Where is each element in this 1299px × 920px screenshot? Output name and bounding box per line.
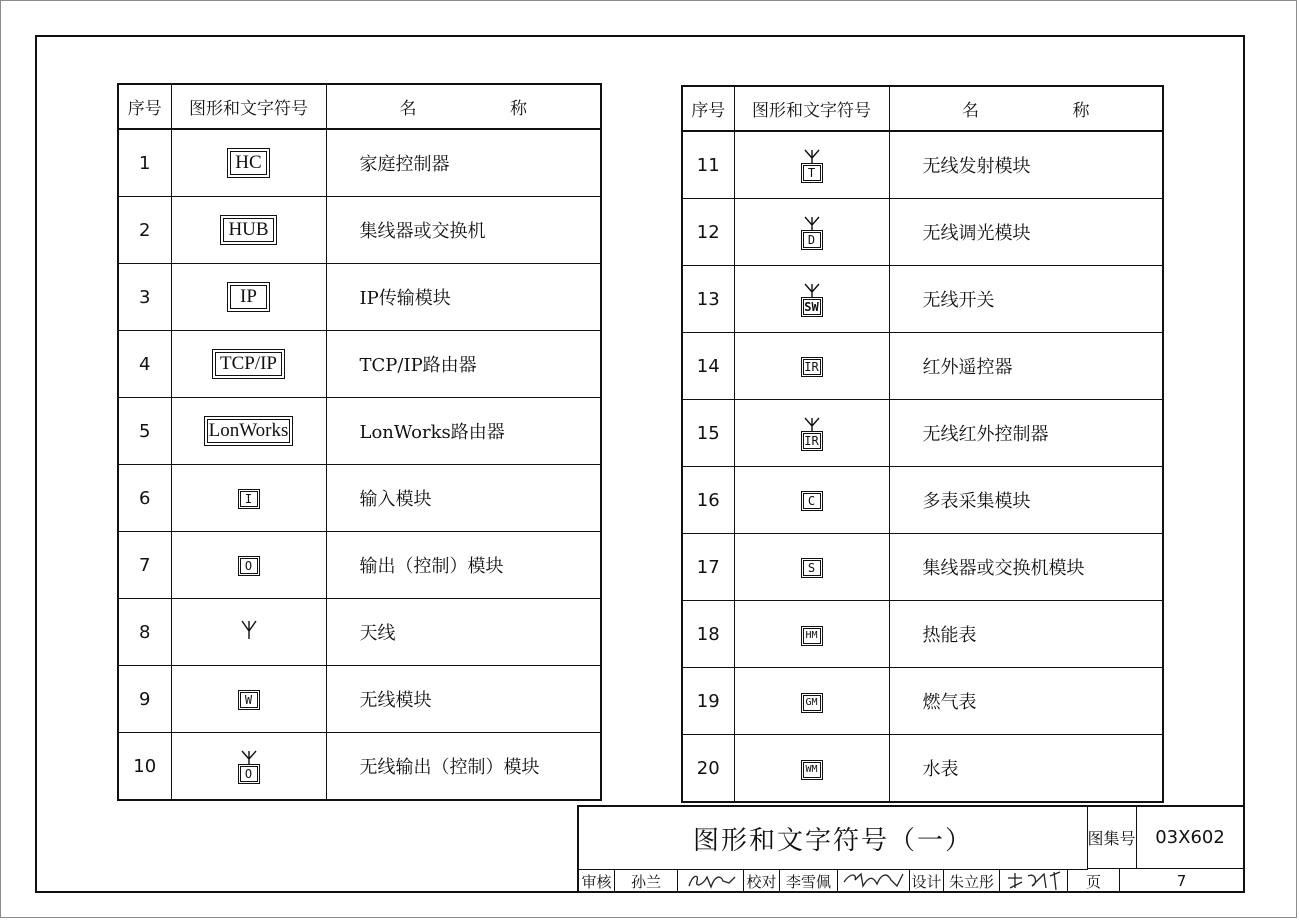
symbol-box: IP [227,282,270,312]
row-name: IP传输模块 [326,264,601,331]
row-name: 输出（控制）模块 [326,532,601,599]
page-label: 页 [1068,869,1120,893]
symbol-box: IR [801,431,823,451]
table-row [682,199,1163,266]
table-row [682,131,1163,199]
row-name: 无线模块 [326,666,601,733]
row-name: TCP/IP路由器 [326,331,601,398]
review-label: 审核 [579,869,615,893]
table-row [118,733,601,801]
table-header-row [118,84,601,129]
symbol-box: C [801,491,823,511]
table-row [118,197,601,264]
symbol-table-left [117,83,602,801]
antenna-icon [241,620,257,640]
row-num: 17 [682,534,734,601]
row-num: 1 [118,129,171,197]
table-row [118,129,601,197]
header-name: 名 称 [326,84,601,129]
atlas-label: 图集号 [1087,807,1137,869]
antenna-icon [241,750,257,764]
page-number: 7 [1176,872,1187,890]
row-num: 16 [682,467,734,534]
row-name: 红外遥控器 [889,333,1163,400]
header-symbol: 图形和文字符号 [171,84,326,129]
drawing-title: 图形和文字符号（一） [579,807,1088,870]
atlas-number: 03X602 [1137,807,1243,869]
row-num: 2 [118,197,171,264]
design-signature [1000,869,1068,893]
row-name: 无线红外控制器 [889,400,1163,467]
table-row [682,467,1163,534]
check-name: 李雪佩 [780,869,838,893]
header-num: 序号 [118,84,171,129]
header-symbol: 图形和文字符号 [734,86,889,131]
row-name: 多表采集模块 [889,467,1163,534]
table-row [118,331,601,398]
row-num: 6 [118,465,171,532]
row-num: 9 [118,666,171,733]
row-num: 11 [682,131,734,199]
table-row [682,400,1163,467]
symbol-box: O [238,764,260,784]
row-name: 输入模块 [326,465,601,532]
row-num: 14 [682,333,734,400]
table-row [682,735,1163,803]
table-row [118,599,601,666]
header-name: 名 称 [889,86,1163,131]
header-num: 序号 [682,86,734,131]
antenna-icon [804,149,820,163]
row-num: 4 [118,331,171,398]
row-num: 5 [118,398,171,465]
symbol-box: HM [801,626,823,646]
symbol-box: WM [801,760,823,780]
design-label: 设计 [910,869,944,893]
row-name: 无线开关 [889,266,1163,333]
symbol-box: W [238,690,260,710]
table-row [682,333,1163,400]
table-row [118,532,601,599]
symbol-box: LonWorks [204,416,294,446]
table-row [118,264,601,331]
row-name: 集线器或交换机 [326,197,601,264]
design-name: 朱立彤 [944,869,1000,893]
row-name: 无线发射模块 [889,131,1163,199]
symbol-box: T [801,163,823,183]
review-name: 孙兰 [615,869,678,893]
row-name: 水表 [889,735,1163,803]
table-row [682,668,1163,735]
signature-row [579,869,1243,893]
table-header-row [682,86,1163,131]
table-row [682,266,1163,333]
symbol-box: HC [227,148,269,178]
review-signature [678,869,744,893]
symbol-box: I [238,489,260,509]
row-num: 19 [682,668,734,735]
row-num: 10 [118,733,171,801]
row-num: 8 [118,599,171,666]
row-name: 无线调光模块 [889,199,1163,266]
symbol-box: S [801,558,823,578]
row-name: 无线输出（控制）模块 [326,733,601,801]
symbol-box: O [238,556,260,576]
row-name: 燃气表 [889,668,1163,735]
row-num: 13 [682,266,734,333]
row-num: 20 [682,735,734,803]
symbol-box: SW [801,297,823,317]
symbol-table-right [681,85,1164,803]
antenna-icon [804,216,820,230]
row-name: 集线器或交换机模块 [889,534,1163,601]
row-name: 家庭控制器 [326,129,601,197]
symbol-box: D [801,230,823,250]
row-num: 15 [682,400,734,467]
table-row [118,666,601,733]
check-label: 校对 [744,869,780,893]
title-block [577,805,1245,893]
antenna-icon [804,417,820,431]
symbol-box: TCP/IP [212,349,285,379]
row-num: 18 [682,601,734,668]
table-row [682,534,1163,601]
row-num: 12 [682,199,734,266]
antenna-icon [804,283,820,297]
check-signature [838,869,910,893]
row-name: LonWorks路由器 [326,398,601,465]
row-num: 7 [118,532,171,599]
symbol-box: HUB [220,215,276,245]
row-name: 天线 [326,599,601,666]
table-row [118,398,601,465]
symbol-box: GM [801,693,823,713]
symbol-box: IR [801,357,823,377]
row-name: 热能表 [889,601,1163,668]
row-num: 3 [118,264,171,331]
table-row [118,465,601,532]
table-row [682,601,1163,668]
